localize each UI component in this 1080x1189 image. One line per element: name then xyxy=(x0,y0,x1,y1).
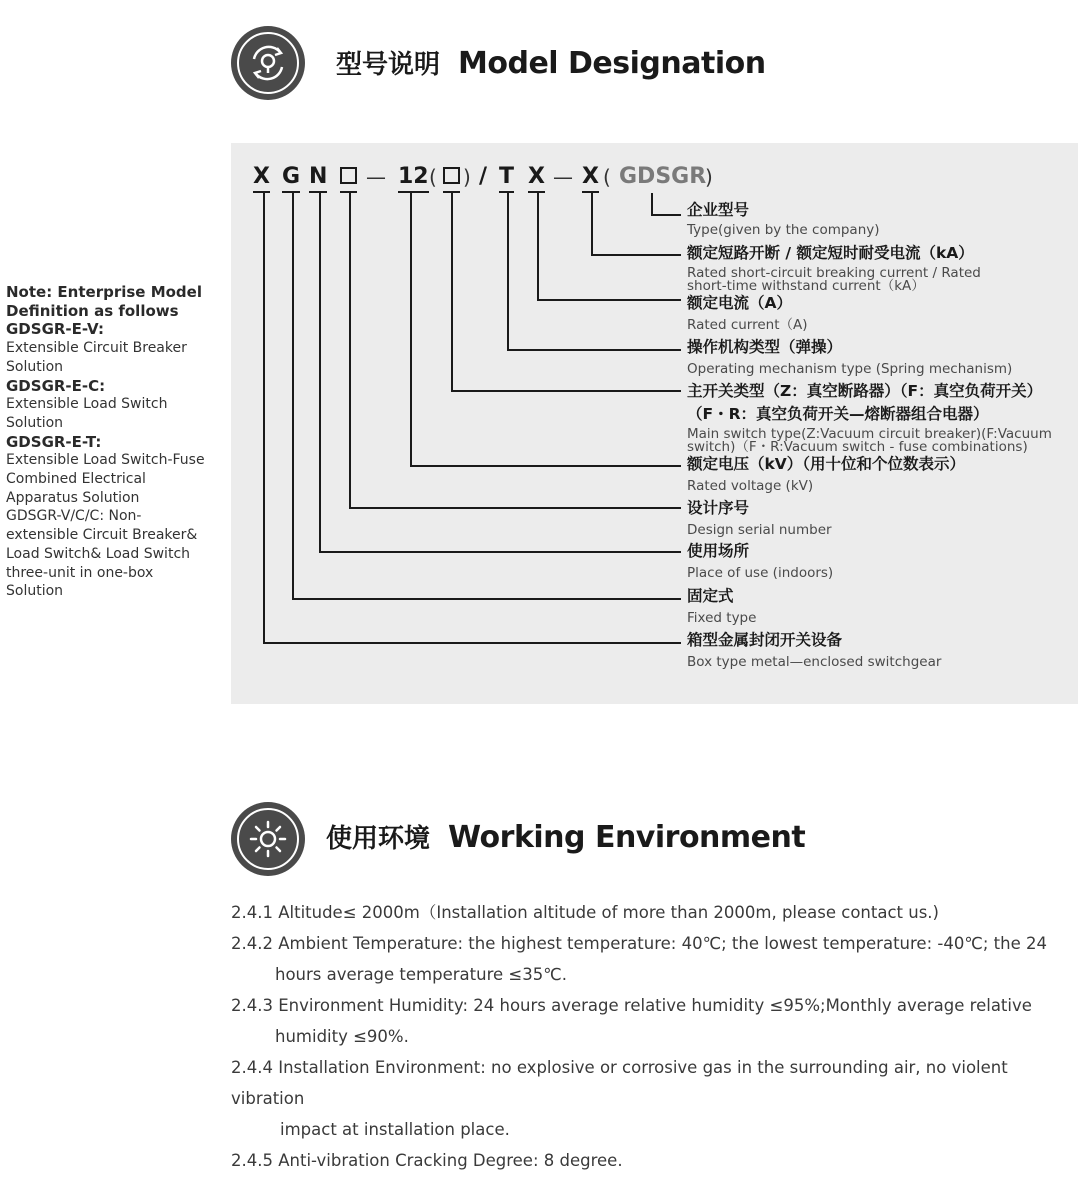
connector-line xyxy=(507,193,509,350)
code-box-2 xyxy=(443,163,460,193)
env-item-cont: hours average temperature ≤35℃. xyxy=(275,965,567,984)
note-desc: Extensible Circuit Breaker Solution xyxy=(6,340,187,375)
connector-line xyxy=(591,193,593,255)
note-desc: Extensible Load Switch-Fuse Combined Electrical Apparatus Solution xyxy=(6,452,205,506)
code-n: N xyxy=(309,163,327,193)
connector-line xyxy=(349,507,681,509)
note-code: GDSGR-E-T: xyxy=(6,432,102,451)
code-dash-1: — xyxy=(366,165,386,189)
code-paren-open-2: ( xyxy=(603,165,611,189)
rotate-search-icon xyxy=(237,32,299,94)
env-section-icon xyxy=(231,802,305,876)
code-slash: / xyxy=(479,164,488,189)
env-item: 2.4.1 Altitude≤ 2000m（Installation altitude of more than 2000m, please contact us.) xyxy=(231,903,939,922)
sun-icon xyxy=(237,808,299,870)
code-dash-2: — xyxy=(553,165,573,189)
connector-line xyxy=(410,193,412,466)
code-x-current: X xyxy=(528,163,545,193)
model-code-row xyxy=(231,143,1078,193)
code-x: X xyxy=(253,163,270,193)
enterprise-model-note xyxy=(6,283,206,601)
connector-line xyxy=(263,642,681,644)
label-rated-current: 额定电流（A） Rated current（A) xyxy=(687,294,808,333)
title-zh: 型号说明 xyxy=(336,50,441,80)
label-fixed-type: 固定式 Fixed type xyxy=(687,587,757,626)
env-list xyxy=(231,897,1080,1176)
connector-line xyxy=(451,390,681,392)
note-code: GDSGR-E-V: xyxy=(6,320,104,339)
model-section-icon xyxy=(231,26,305,100)
env-item-cont: humidity ≤90%. xyxy=(275,1027,409,1046)
code-12: 12 xyxy=(398,163,429,193)
connector-line xyxy=(537,193,539,300)
note-code: GDSGR-E-C: xyxy=(6,376,106,395)
code-paren-open: ( xyxy=(429,165,437,189)
label-rated-voltage: 额定电压（kV）（用十位和个位数表示） Rated voltage (kV) xyxy=(687,455,966,494)
code-paren-close: ) xyxy=(463,165,471,189)
env-item: 2.4.4 Installation Environment: no explosive or corrosive gas in the surrounding air, no violent vibration xyxy=(231,1058,1008,1108)
connector-line xyxy=(651,214,681,216)
env-item: 2.4.3 Environment Humidity: 24 hours average relative humidity ≤95%;Monthly average relative xyxy=(231,996,1032,1015)
code-t: T xyxy=(499,163,514,193)
code-paren-close-2: ) xyxy=(705,165,713,189)
connector-line xyxy=(451,193,453,391)
connector-line xyxy=(319,551,681,553)
model-designation-diagram xyxy=(231,143,1078,704)
title-en: Working Environment xyxy=(448,820,806,855)
connector-line xyxy=(292,598,681,600)
connector-line xyxy=(410,465,681,467)
note-heading: Note: Enterprise Model Definition as follows xyxy=(6,283,202,320)
label-place-of-use: 使用场所 Place of use (indoors) xyxy=(687,542,834,581)
label-short-circuit: 额定短路开断 / 额定短时耐受电流（kA） Rated short-circuit breaking current / Rated short-time withstand current（kA） xyxy=(687,244,981,294)
label-company-type: 企业型号 Type(given by the company) xyxy=(687,201,880,238)
env-section-title xyxy=(326,818,805,855)
title-zh: 使用环境 xyxy=(326,824,431,854)
connector-line xyxy=(263,193,265,643)
code-x-ka: X xyxy=(582,163,599,193)
note-desc: Extensible Load Switch Solution xyxy=(6,396,168,431)
label-design-serial: 设计序号 Design serial number xyxy=(687,499,832,538)
env-item-cont: impact at installation place. xyxy=(280,1120,510,1139)
note-extra: GDSGR-V/C/C: Non-extensible Circuit Breaker& Load Switch& Load Switch three-unit in one-box Solution xyxy=(6,508,198,600)
connector-line xyxy=(591,254,681,256)
model-section-title xyxy=(336,44,766,81)
connector-line xyxy=(537,299,681,301)
code-gdsgr: GDSGR xyxy=(619,164,707,189)
code-g: G xyxy=(282,163,300,193)
connector-line xyxy=(349,193,351,508)
label-main-switch: 主开关类型（Z：真空断路器）（F：真空负荷开关） （F・R：真空负荷开关—熔断器组合电器） Main switch type(Z:Vacuum circuit breaker)(F:Vacuum switch)（F・R:Vacuum switch - fuse combinations) xyxy=(687,382,1052,455)
connector-line xyxy=(292,193,294,599)
code-box-1 xyxy=(340,163,357,193)
label-switchgear: 箱型金属封闭开关设备 Box type metal—enclosed switchgear xyxy=(687,631,942,670)
title-en: Model Designation xyxy=(458,46,766,81)
label-mechanism: 操作机构类型（弹操） Operating mechanism type (Spring mechanism) xyxy=(687,338,1013,377)
connector-line xyxy=(507,349,681,351)
env-item: 2.4.5 Anti-vibration Cracking Degree: 8 degree. xyxy=(231,1151,623,1170)
connector-line xyxy=(319,193,321,552)
env-item: 2.4.2 Ambient Temperature: the highest temperature: 40℃; the lowest temperature: -40℃; the 24 xyxy=(231,934,1047,953)
connector-line xyxy=(651,193,653,215)
